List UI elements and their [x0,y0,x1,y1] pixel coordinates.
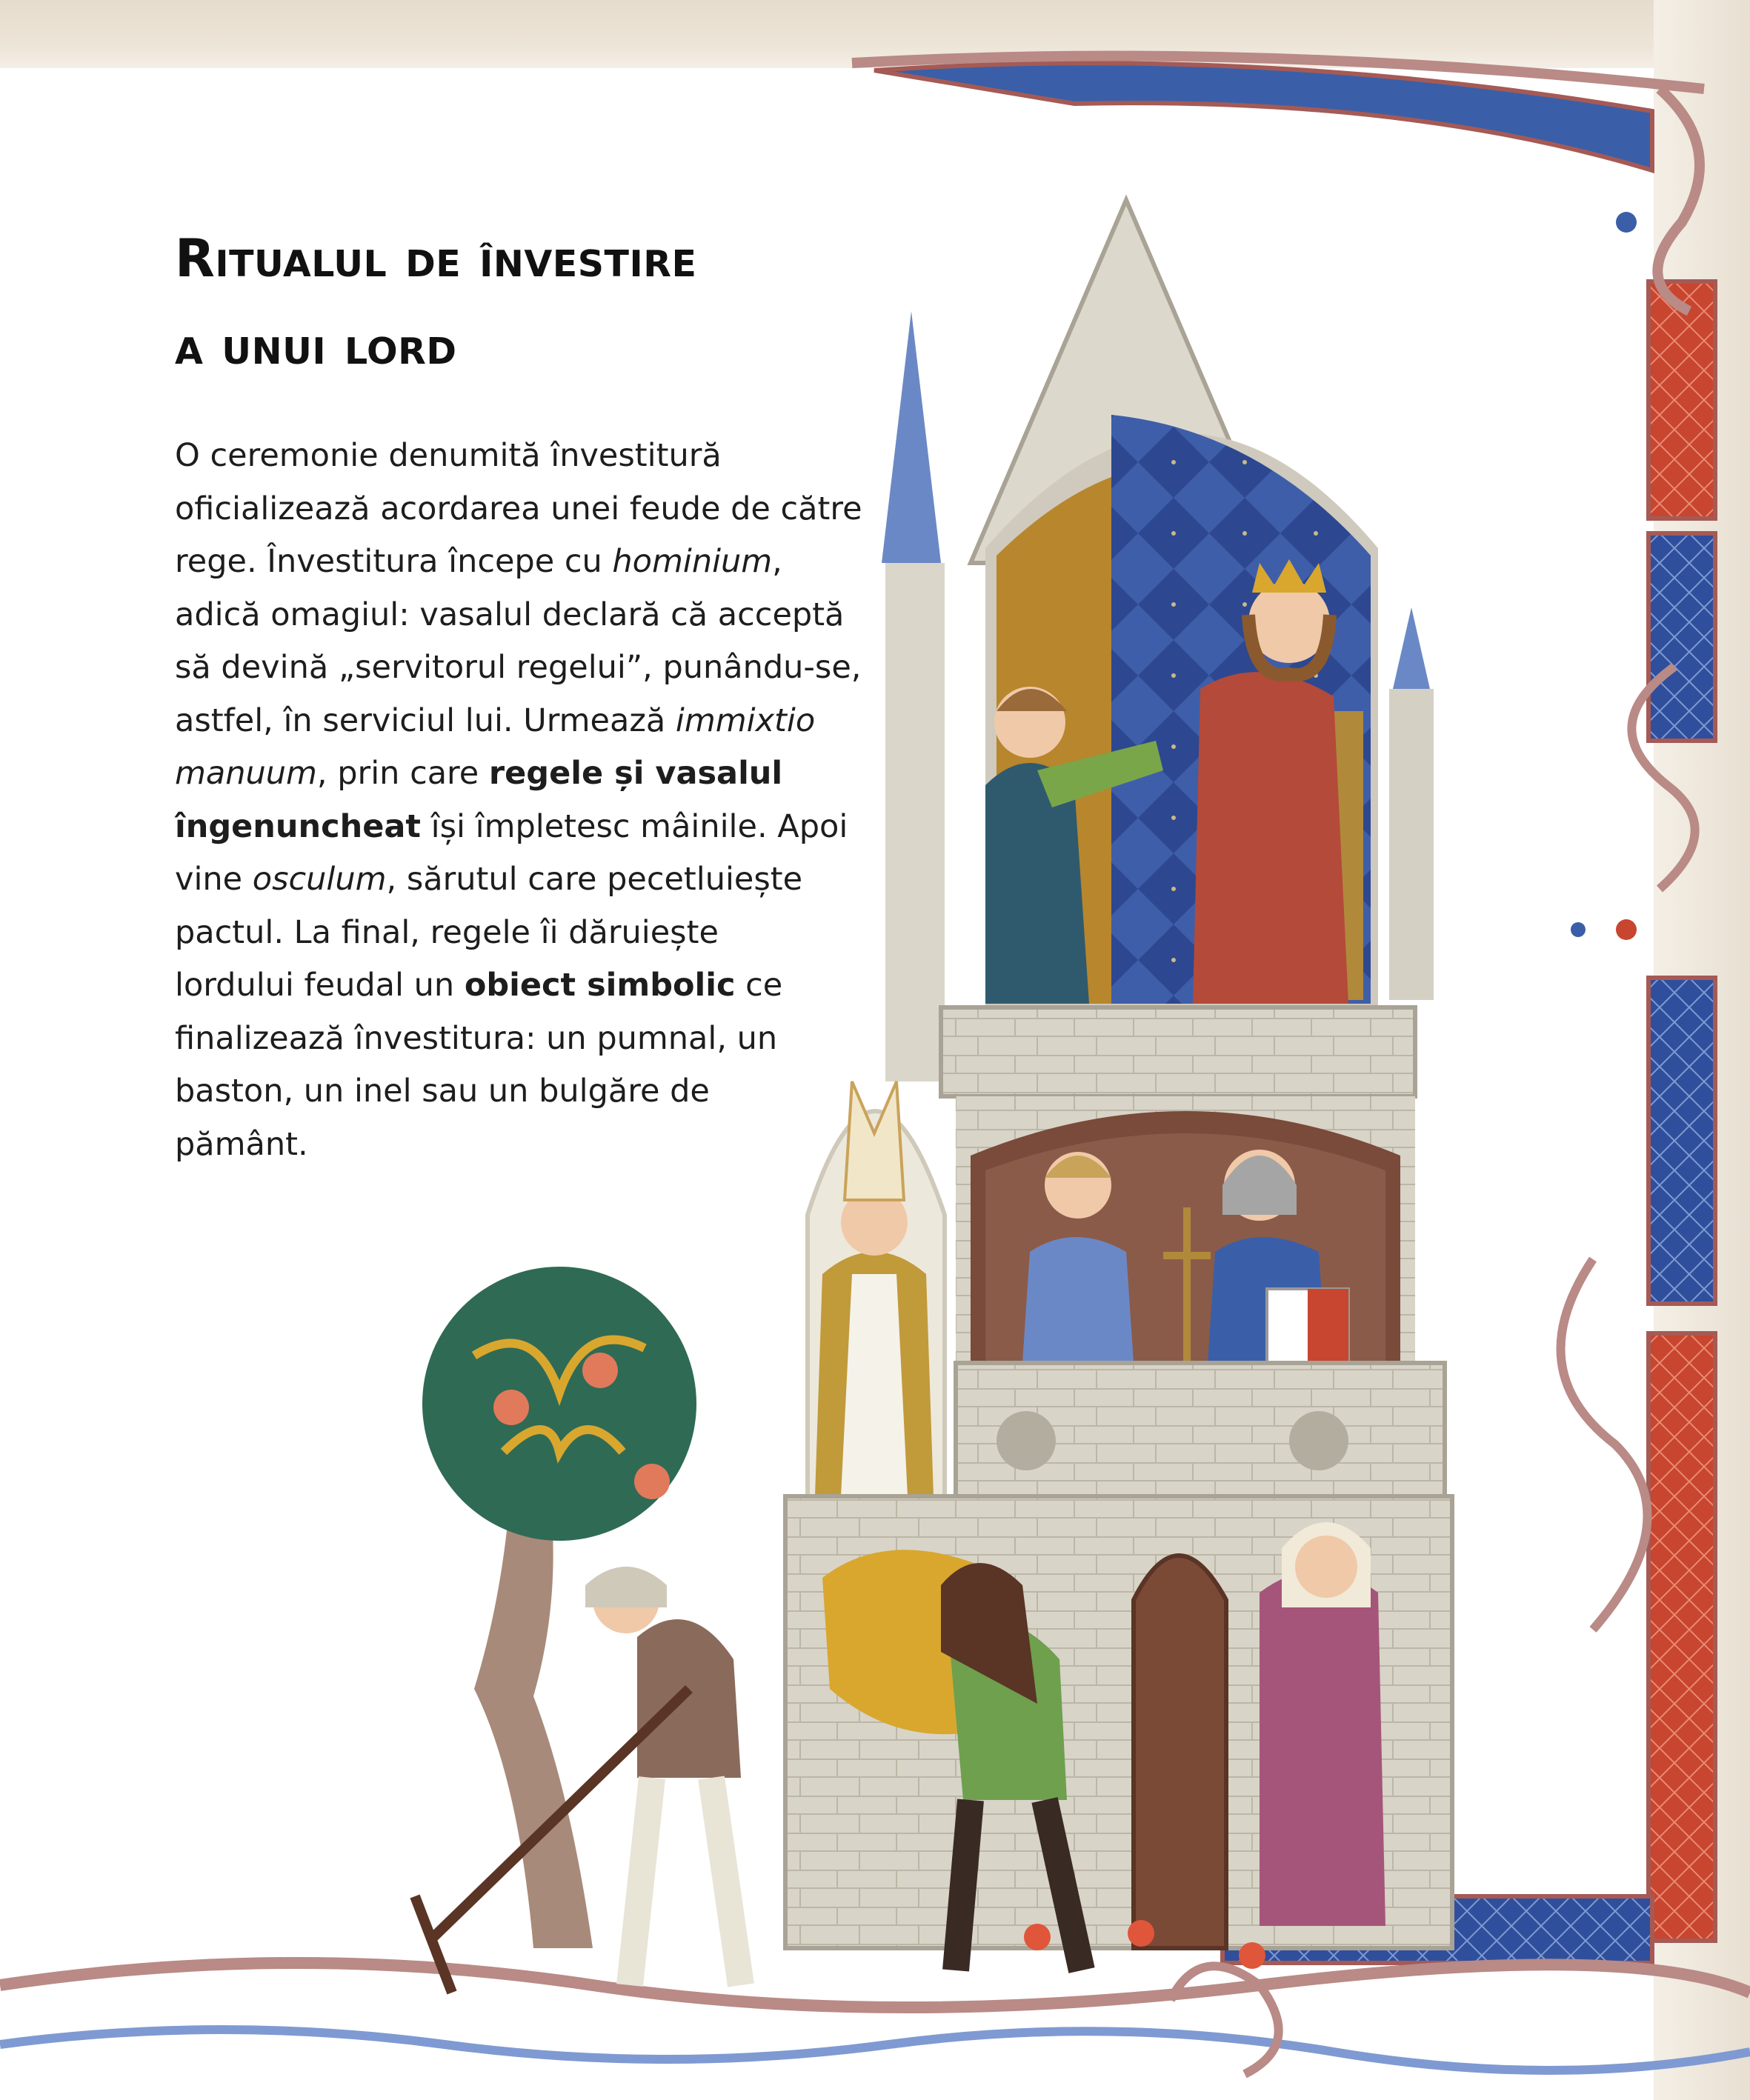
latin-term-manuum: manuum [175,755,317,792]
bold-phrase: regele și vasalul [488,755,783,792]
text-run: rege. Învestitura începe cu [175,543,613,580]
text-run: lordului feudal un [175,967,465,1004]
text-run: , prin care [316,755,489,792]
page-title [175,215,916,390]
trefoil-icon [997,1411,1056,1470]
latin-term-hominium: hominium [612,543,773,580]
text-line [175,959,879,1013]
text-line: să devină „servitorul regelui”, punându-se, [175,649,862,686]
title-line-2: a unui lord [175,316,457,376]
latin-term-osculum: osculum [252,861,387,898]
title-line-1: Ritualul de învestire [175,228,697,289]
text-line: O ceremonie denumită învestitură [175,437,722,474]
woman-figure [1260,1522,1385,1926]
text-line: baston, un inel sau un bulgăre de [175,1073,710,1110]
text-line [175,695,879,748]
text-run: , [772,543,782,580]
tower-door [1134,1556,1226,1948]
text-line: adică omagiul: vasalul declară că acceptă [175,596,845,633]
bold-phrase: obiect simbolic [464,967,736,1004]
bold-phrase: îngenuncheat [175,807,421,845]
trefoil-icon [1289,1411,1348,1470]
text-line: finalizează învestitura: un pumnal, un [175,1019,778,1057]
text-line [175,801,879,854]
text-line: pământ. [175,1125,308,1163]
text-run: își împletesc mâinile. Apoi [420,807,848,845]
text-run: vine [175,861,253,898]
body-paragraph [175,430,879,1171]
text-line: oficializează acordarea unei feude de către [175,490,862,527]
text-line [175,853,879,907]
text-run: ce [735,967,783,1004]
text-run: , sărutul care pecetluiește [386,861,803,898]
text-line: pactul. La final, regele îi dăruiește [175,913,719,951]
text-line [175,536,879,589]
text-run: astfel, în serviciul lui. Urmează [175,701,676,739]
latin-term-immixtio: immixtio [675,701,816,739]
flower-icon [1239,1942,1265,1969]
text-line [175,747,879,801]
